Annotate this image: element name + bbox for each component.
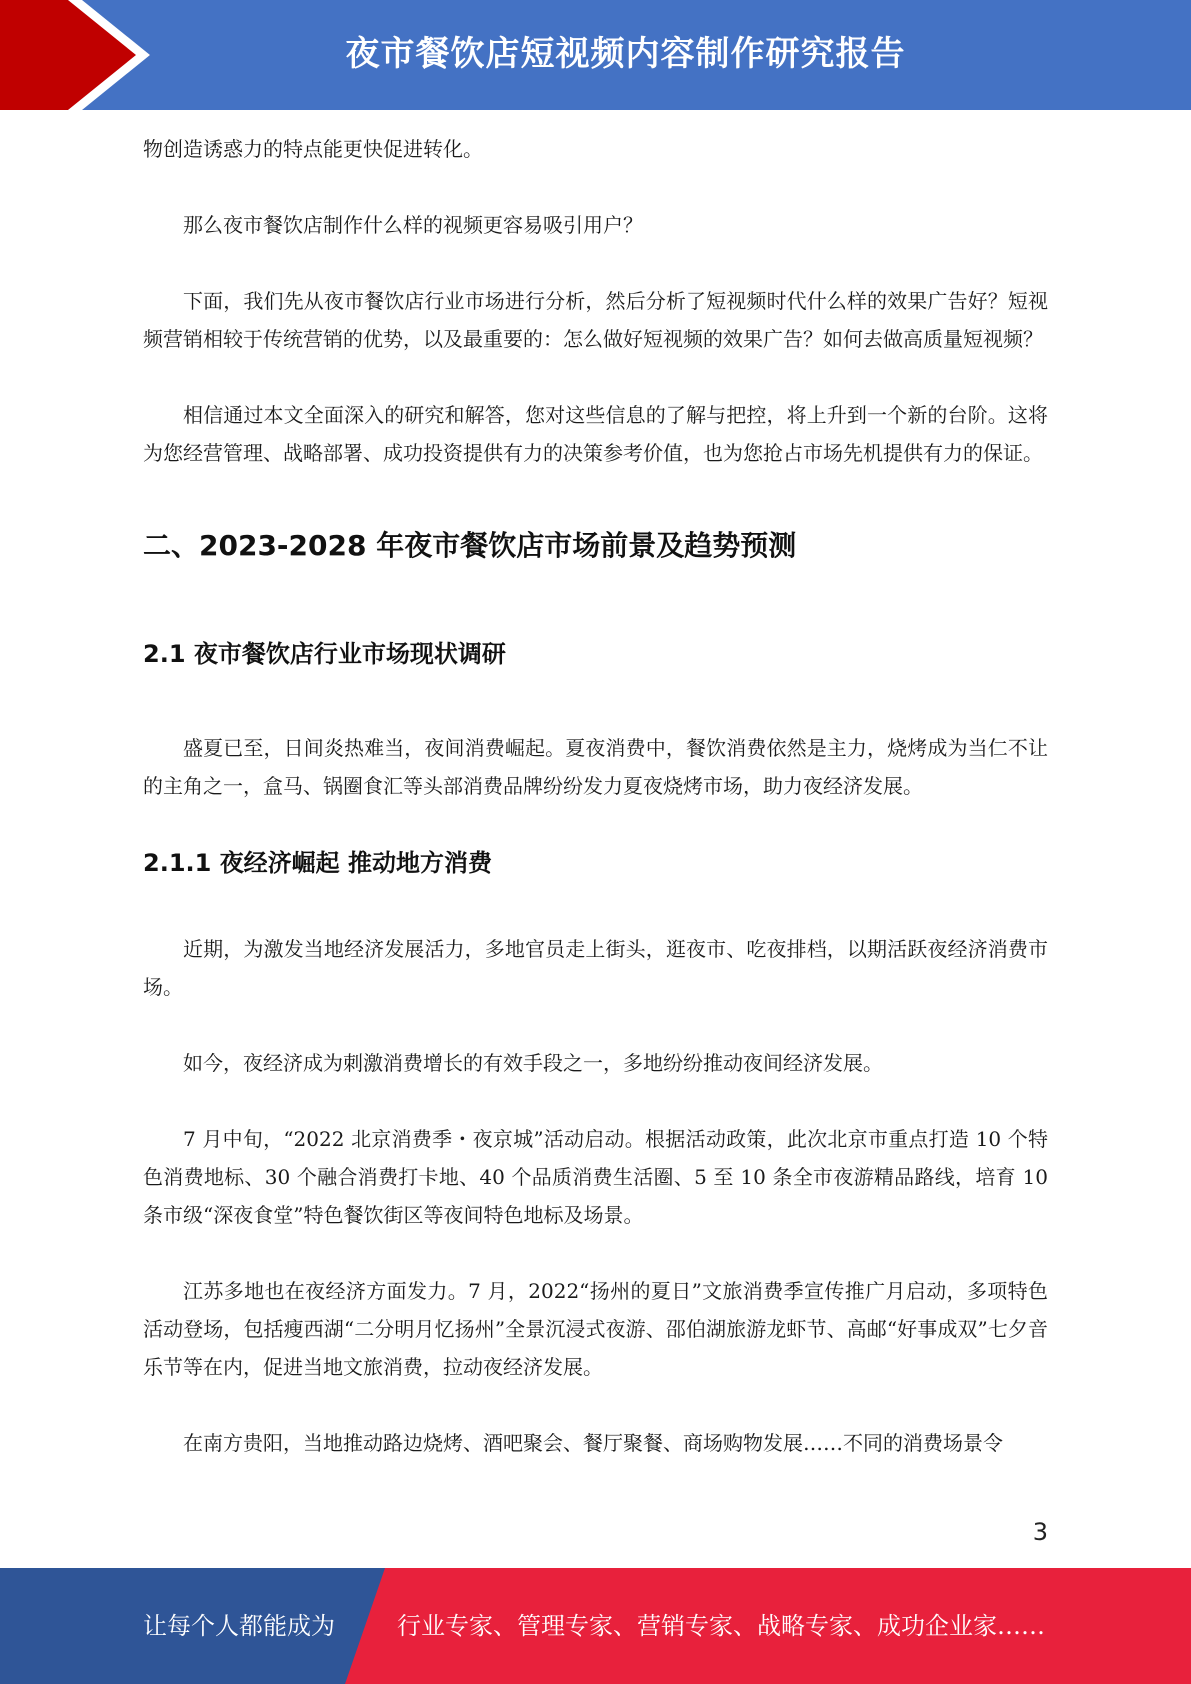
- subsection-heading: 2.1.1 夜经济崛起 推动地方消费: [143, 849, 493, 877]
- page-footer: [0, 1568, 1191, 1684]
- paragraph: 下面，我们先从夜市餐饮店行业市场进行分析，然后分析了短视频时代什么样的效果广告好？短视频营销相较于传统营销的优势，以及最重要的：怎么做好短视频的效果广告？如何去做高质量短视频？: [143, 289, 1048, 351]
- paragraph: 盛夏已至，日间炎热难当，夜间消费崛起。夏夜消费中，餐饮消费依然是主力，烧烤成为当仁不让的主角之一，盒马、锅圈食汇等头部消费品牌纷纷发力夏夜烧烤市场，助力夜经济发展。: [143, 736, 1048, 798]
- paragraph-continued: 物创造诱惑力的特点能更快促进转化。: [143, 137, 483, 161]
- page-number: 3: [1032, 1518, 1048, 1546]
- subsection-heading: 2.1 夜市餐饮店行业市场现状调研: [143, 640, 506, 668]
- paragraph: 如今，夜经济成为刺激消费增长的有效手段之一，多地纷纷推动夜间经济发展。: [183, 1051, 883, 1075]
- paragraph: 在南方贵阳，当地推动路边烧烤、酒吧聚会、餐厅聚餐、商场购物发展……不同的消费场景令: [183, 1431, 1003, 1455]
- section-heading: 二、2023-2028 年夜市餐饮店市场前景及趋势预测: [143, 529, 797, 562]
- paragraph: 相信通过本文全面深入的研究和解答，您对这些信息的了解与把控，将上升到一个新的台阶。这将为您经营管理、战略部署、成功投资提供有力的决策参考价值，也为您抢占市场先机提供有力的保证。: [143, 403, 1048, 465]
- paragraph: 江苏多地也在夜经济方面发力。7 月，2022“扬州的夏日”文旅消费季宣传推广月启动，多项特色活动登场，包括瘦西湖“二分明月忆扬州”全景沉浸式夜游、邵伯湖旅游龙虾节、高邮“好事成双”七夕音乐节等在内，促进当地文旅消费，拉动夜经济发展。: [143, 1279, 1048, 1379]
- footer-slogan-right: 行业专家、管理专家、营销专家、战略专家、成功企业家……: [397, 1612, 1045, 1640]
- paragraph: 那么夜市餐饮店制作什么样的视频更容易吸引用户？: [183, 213, 643, 237]
- document-body: [143, 130, 1048, 1462]
- paragraph: 7 月中旬，“2022 北京消费季・夜京城”活动启动。根据活动政策，此次北京市重点打造 10 个特色消费地标、30 个融合消费打卡地、40 个品质消费生活圈、5 至 10 条全市夜游精品路线，培育 10 条市级“深夜食堂”特色餐饮街区等夜间特色地标及场景。: [143, 1127, 1048, 1227]
- paragraph: 近期，为激发当地经济发展活力，多地官员走上街头，逛夜市、吃夜排档，以期活跃夜经济消费市场。: [143, 937, 1048, 999]
- page-header: [0, 0, 1191, 110]
- footer-slogan-left: 让每个人都能成为: [143, 1612, 335, 1640]
- header-title: 夜市餐饮店短视频内容制作研究报告: [345, 34, 906, 74]
